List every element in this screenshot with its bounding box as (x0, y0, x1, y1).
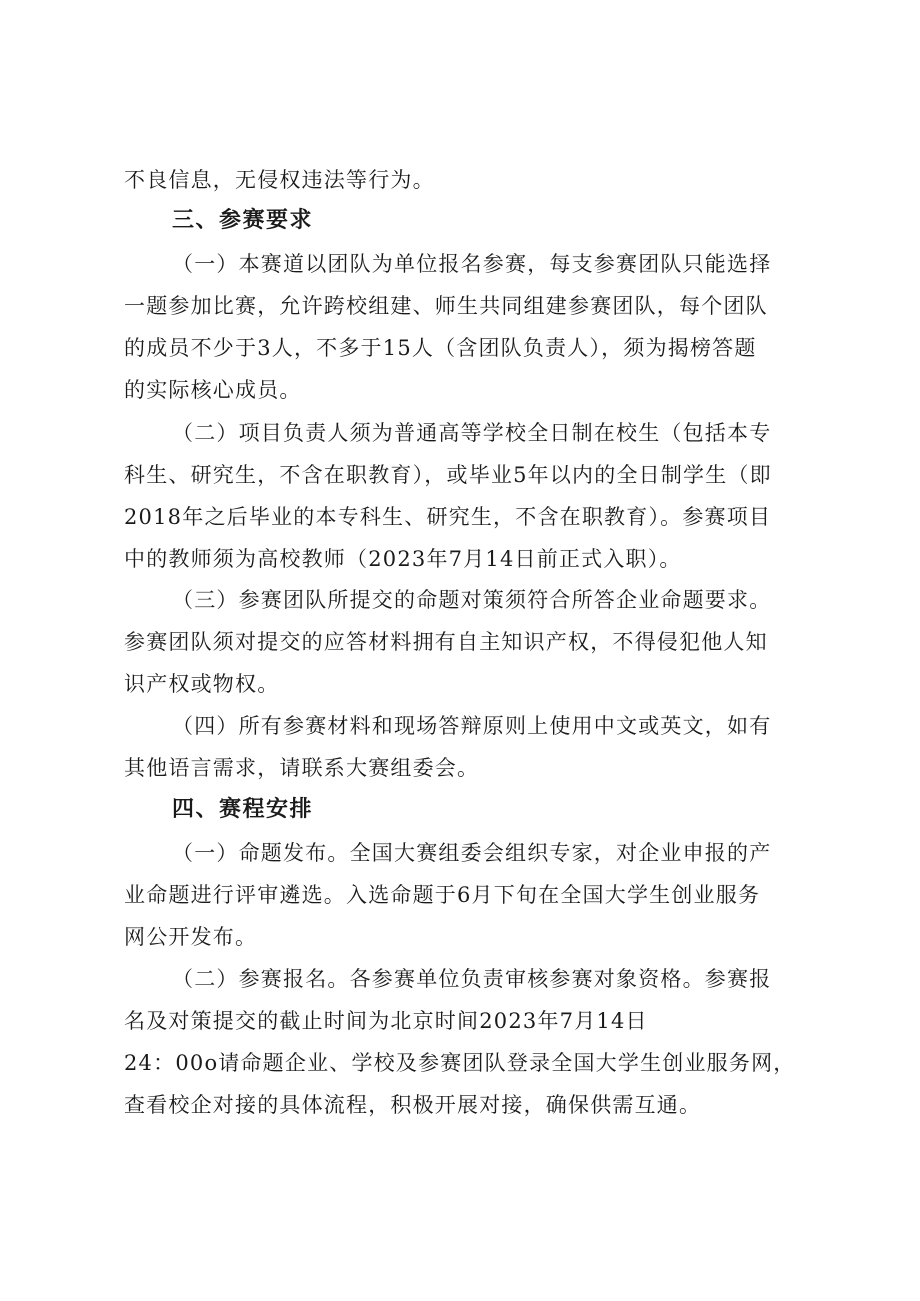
paragraph-line: 中的教师须为高校教师（2023年7月14日前正式入职）。 (124, 547, 682, 571)
paragraph-line: （四）所有参赛材料和现场答辩原则上使用中文或英文，如有 (172, 714, 772, 738)
paragraph-line: 查看校企对接的具体流程，积极开展对接，确保供需互通。 (124, 1093, 702, 1117)
section-heading: 四、赛程安排 (172, 797, 314, 822)
paragraph-line: （一）本赛道以团队为单位报名参赛，每支参赛团队只能选择 (172, 252, 772, 276)
section-heading: 三、参赛要求 (172, 208, 314, 233)
paragraph-line: 2018年之后毕业的本专科生、研究生，不含在职教育）。参赛项目 (124, 505, 772, 529)
paragraph-line: （二）项目负责人须为普通高等学校全日制在校生（包括本专 (172, 421, 772, 445)
paragraph-line: （三）参赛团队所提交的命题对策须符合所答企业命题要求。 (172, 588, 772, 612)
paragraph-line: 不良信息，无侵权违法等行为。 (124, 168, 435, 192)
paragraph-line: 识产权或物权。 (124, 672, 280, 696)
paragraph-line: 一题参加比赛，允许跨校组建、师生共同组建参赛团队，每个团队 (124, 294, 768, 318)
paragraph-line: 24：00o请命题企业、学校及参赛团队登录全国大学生创业服务网， (124, 1051, 796, 1075)
paragraph-line: （一）命题发布。全国大赛组委会组织专家，对企业申报的产 (172, 841, 772, 865)
paragraph-line: 的成员不少于3人，不多于15人（含团队负责人），须为揭榜答题 (124, 336, 757, 360)
paragraph-line: 的实际核心成员。 (124, 378, 302, 402)
paragraph-line: 业命题进行评审遴选。入选命题于6月下旬在全国大学生创业服务 (124, 883, 761, 907)
paragraph-line: （二）参赛报名。各参赛单位负责审核参赛对象资格。参赛报 (172, 967, 772, 991)
paragraph-line: 科生、研究生，不含在职教育），或毕业5年以内的全日制学生（即 (124, 463, 772, 487)
paragraph-line: 参赛团队须对提交的应答材料拥有自主知识产权，不得侵犯他人知 (124, 630, 768, 654)
paragraph-line: 名及对策提交的截止时间为北京时间2023年7月14日 (124, 1009, 648, 1033)
paragraph-line: 网公开发布。 (124, 925, 258, 949)
paragraph-line: 其他语言需求，请联系大赛组委会。 (124, 756, 480, 780)
